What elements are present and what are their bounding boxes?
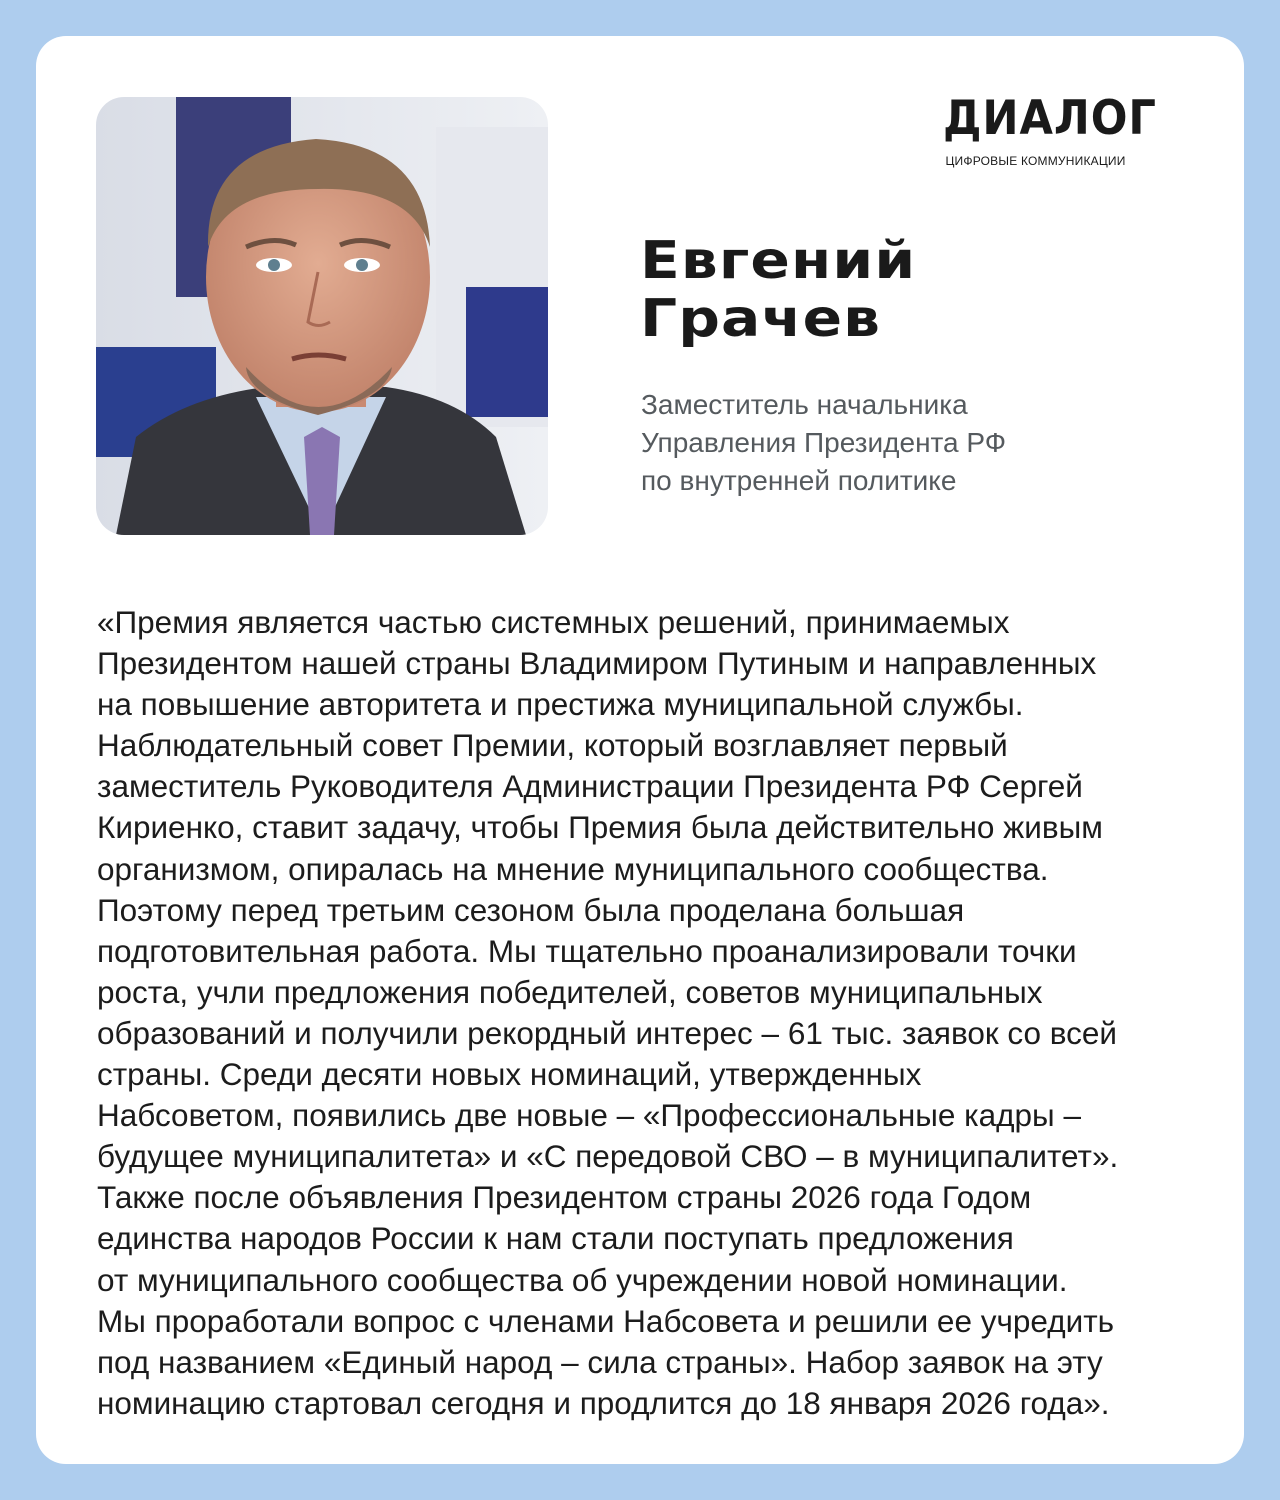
quote-line: Президентом нашей страны Владимиром Путиным и направленных xyxy=(97,645,1097,682)
position-line: Управления Президента РФ xyxy=(641,427,1007,458)
person-position xyxy=(641,386,1006,500)
quote-line: подготовительная работа. Мы тщательно проанализировали точки xyxy=(97,932,1077,969)
quote-line: Мы проработали вопрос с членами Набсовета и решили ее учредить xyxy=(97,1302,1115,1339)
person-first-name: Евгений xyxy=(640,231,917,291)
quote-line: номинацию стартовал сегодня и продлится до 18 января 2026 года». xyxy=(97,1384,1110,1421)
position-line: Заместитель начальника xyxy=(641,389,968,420)
quote-line: от муниципального сообщества об учреждении новой номинации. xyxy=(97,1261,1068,1298)
quote-line: Также после объявления Президентом страны 2026 года Годом xyxy=(97,1179,1032,1216)
quote-line: единства народов России к нам стали поступать предложения xyxy=(97,1220,1014,1257)
quote-line: будущее муниципалитета» и «С передовой СВО – в муниципалитет». xyxy=(97,1138,1119,1175)
quote-line: Наблюдательный совет Премии, который возглавляет первый xyxy=(97,727,1008,764)
quote-line: образований и получили рекордный интерес – 61 тыс. заявок со всей xyxy=(97,1014,1118,1051)
logo-tagline: ЦИФРОВЫЕ КОММУНИКАЦИИ xyxy=(945,154,1126,168)
quote-text xyxy=(97,602,1118,1424)
quote-line: страны. Среди десяти новых номинаций, утвержденных xyxy=(97,1056,922,1093)
quote-line: под названием «Единый народ – сила страны». Набор заявок на эту xyxy=(97,1343,1103,1380)
portrait-photo xyxy=(96,97,548,535)
quote-line: Набсоветом, появились две новые – «Профессиональные кадры – xyxy=(97,1097,1081,1134)
dialog-logo xyxy=(943,91,1176,168)
quote-line: организмом, опиралась на мнение муниципального сообщества. xyxy=(97,850,1049,887)
quote-line: Поэтому перед третьим сезоном была проделана большая xyxy=(97,891,965,928)
quote-line: «Премия является частью системных решений, принимаемых xyxy=(97,604,1010,640)
person-last-name: Грачев xyxy=(640,289,882,349)
quote-line: заместитель Руководителя Администрации Президента РФ Сергей xyxy=(97,768,1083,805)
logo-wordmark: ДИАЛОГ xyxy=(943,91,1158,146)
quote-line: роста, учли предложения победителей, советов муниципальных xyxy=(97,973,1043,1010)
position-line: по внутренней политике xyxy=(641,465,957,496)
content-card xyxy=(36,36,1244,1464)
quote-line: Кириенко, ставит задачу, чтобы Премия была действительно живым xyxy=(97,809,1103,846)
person-name xyxy=(640,231,917,349)
quote-line: на повышение авторитета и престижа муниципальной службы. xyxy=(97,686,1024,723)
